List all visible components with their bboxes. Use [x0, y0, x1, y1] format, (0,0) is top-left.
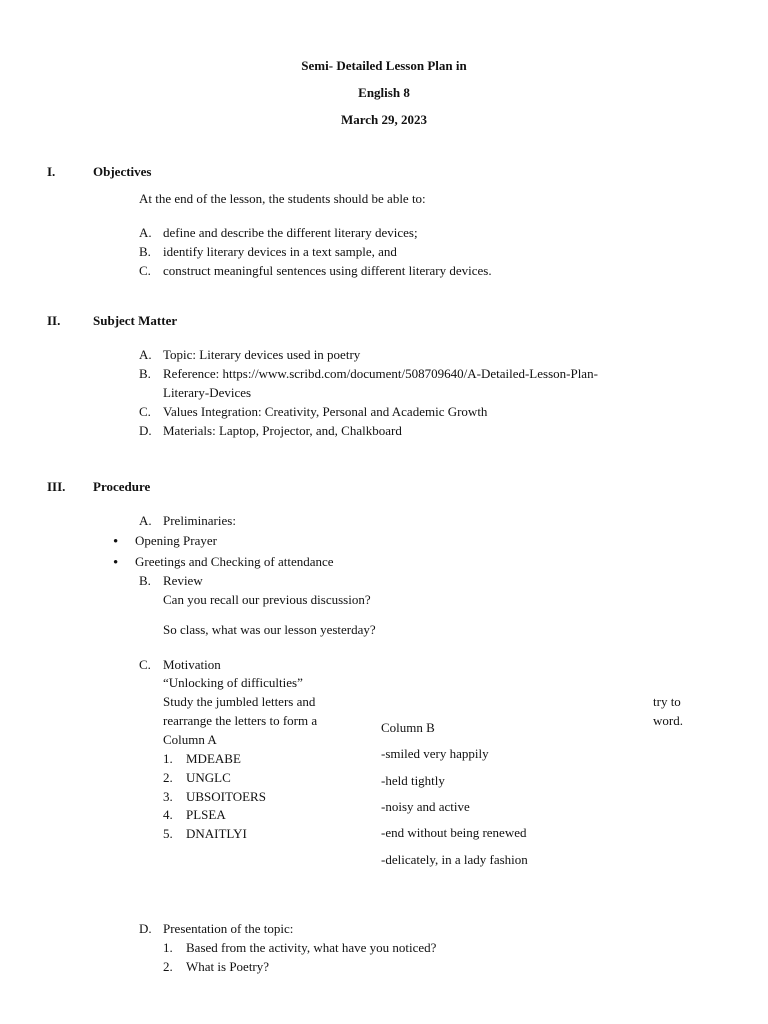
doc-subtitle: English 8 [358, 85, 410, 100]
list-item-marker: C. [139, 404, 151, 419]
column-a-word: UBSOITOERS [186, 789, 266, 804]
preliminaries-heading: Preliminaries: [163, 513, 236, 528]
column-b-definition: -end without being renewed [381, 825, 527, 840]
review-question: So class, what was our lesson yesterday? [163, 622, 376, 637]
section-title-objectives: Objectives [93, 164, 152, 179]
objective-item: identify literary devices in a text sample, and [163, 244, 397, 259]
column-a-number: 1. [163, 751, 173, 766]
section-title-subject-matter: Subject Matter [93, 313, 178, 328]
column-a-number: 3. [163, 789, 173, 804]
doc-date: March 29, 2023 [340, 112, 428, 127]
list-item-marker: B. [139, 573, 151, 588]
list-item-marker: B. [139, 244, 151, 259]
bullet-item: Greetings and Checking of attendance [135, 554, 334, 569]
section-number-procedure: III. [47, 479, 66, 494]
presentation-question: Based from the activity, what have you noticed? [186, 940, 437, 955]
column-a-title: Column A [163, 732, 217, 747]
column-a-word: MDEABE [186, 751, 241, 766]
presentation-heading: Presentation of the topic: [163, 921, 294, 936]
presentation-number: 1. [163, 940, 173, 955]
motivation-instruction: try to [653, 694, 681, 709]
column-a-word: PLSEA [186, 807, 226, 822]
list-item-marker: D. [139, 423, 152, 438]
motivation-subtitle: “Unlocking of difficulties” [163, 675, 303, 690]
presentation-number: 2. [163, 959, 173, 974]
objectives-intro: At the end of the lesson, the students should be able to: [139, 191, 426, 206]
doc-title: Semi- Detailed Lesson Plan in [301, 58, 467, 73]
column-a-number: 4. [163, 807, 173, 822]
list-item-marker: A. [139, 225, 152, 240]
motivation-heading: Motivation [163, 657, 221, 672]
motivation-instruction: Study the jumbled letters and [163, 694, 316, 709]
column-a-number: 5. [163, 826, 173, 841]
bullet-item: Opening Prayer [135, 533, 217, 548]
subject-item-materials: Materials: Laptop, Projector, and, Chalkboard [163, 423, 402, 438]
subject-item-values: Values Integration: Creativity, Personal and Academic Growth [163, 404, 488, 419]
presentation-question: What is Poetry? [186, 959, 270, 974]
motivation-instruction: rearrange the letters to form a [163, 713, 318, 728]
list-item-marker: C. [139, 657, 151, 672]
objective-item: construct meaningful sentences using different literary devices. [163, 263, 492, 278]
subject-item-reference-cont: Literary-Devices [163, 385, 252, 400]
column-b-definition: -delicately, in a lady fashion [381, 852, 528, 867]
list-item-marker: A. [139, 513, 152, 528]
bullet-icon: • [113, 534, 119, 550]
motivation-instruction: word. [653, 713, 683, 728]
section-number-subject-matter: II. [47, 313, 61, 328]
list-item-marker: C. [139, 263, 151, 278]
review-question: Can you recall our previous discussion? [163, 592, 371, 607]
column-b-definition: -held tightly [381, 773, 445, 788]
column-b-definition: -smiled very happily [381, 746, 489, 761]
bullet-icon: • [113, 555, 119, 571]
column-a-word: DNAITLYI [186, 826, 247, 841]
review-heading: Review [163, 573, 203, 588]
objective-item: define and describe the different literary devices; [163, 225, 418, 240]
section-title-procedure: Procedure [93, 479, 151, 494]
column-b-definition: -noisy and active [381, 799, 470, 814]
column-b-title: Column B [381, 720, 435, 735]
section-number-objectives: I. [47, 164, 56, 179]
list-item-marker: A. [139, 347, 152, 362]
subject-item-topic: Topic: Literary devices used in poetry [163, 347, 361, 362]
column-a-number: 2. [163, 770, 173, 785]
list-item-marker: D. [139, 921, 152, 936]
subject-item-reference: Reference: https://www.scribd.com/document/508709640/A-Detailed-Lesson-Plan- [163, 366, 598, 381]
column-a-word: UNGLC [186, 770, 231, 785]
list-item-marker: B. [139, 366, 151, 381]
